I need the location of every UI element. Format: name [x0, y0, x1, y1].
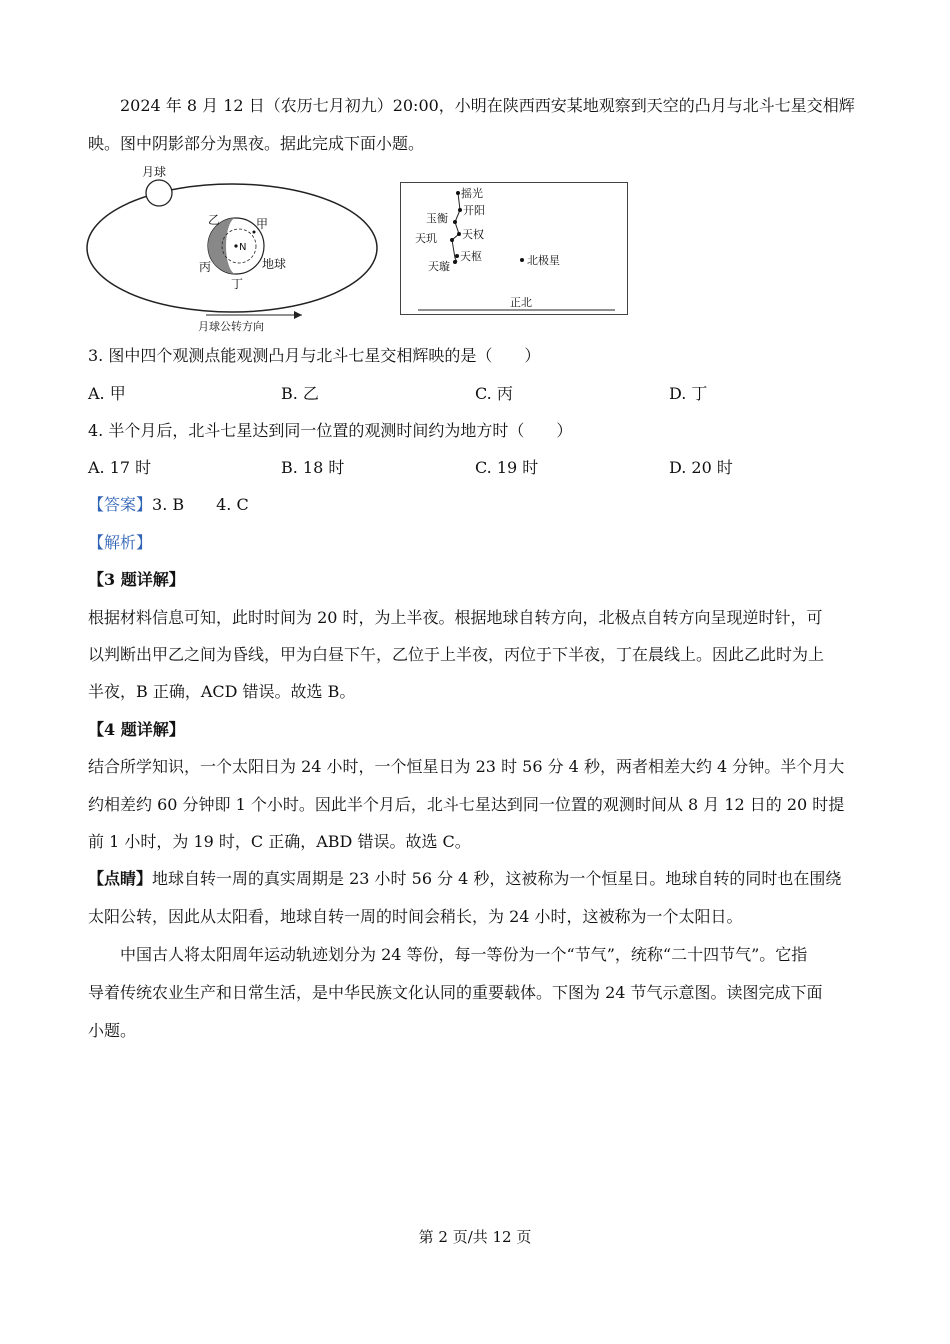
star-yaoguang [456, 191, 460, 195]
detail4-line-1: 结合所学知识，一个太阳日为 24 小时，一个恒星日为 23 时 56 分 4 秒，两者相差大约 4 分钟。半个月大 [88, 757, 845, 776]
q3-option-d: D. 丁 [669, 384, 708, 403]
analysis-tag: 【解析】 [88, 533, 153, 552]
north-pole-label: N [239, 242, 247, 253]
star-label-tianshu: 天枢 [460, 250, 482, 263]
point-ding-label: 丁 [231, 277, 244, 291]
q3-option-b: B. 乙 [281, 384, 319, 403]
detail3-line-3: 半夜，B 正确，ACD 错误。故选 B。 [88, 682, 356, 701]
q3-option-c: C. 丙 [475, 384, 513, 403]
star-label-yaoguang: 摇光 [461, 187, 483, 200]
answer-tag: 【答案】 [88, 495, 153, 514]
north-pole-dot [234, 244, 237, 247]
star-tianquan [457, 232, 461, 236]
star-label-tianxuan: 天璇 [428, 260, 450, 273]
detail4-line-2: 约相差约 60 分钟即 1 个小时。因此半个月后，北斗七星达到同一位置的观测时间从 8 月 12 日的 20 时提 [88, 795, 845, 814]
star-kaiyang [458, 208, 462, 212]
q4-option-b: B. 18 时 [281, 458, 345, 477]
earth-label: 地球 [262, 257, 287, 271]
point-jia-label: 甲 [256, 217, 269, 231]
tip-tag: 【点睛】 [88, 869, 153, 888]
star-label-yuheng: 玉衡 [426, 212, 448, 225]
tip-text-1: 地球自转一周的真实周期是 23 小时 56 分 4 秒，这被称为一个恒星日。地球自转的同时也在围绕 [152, 869, 842, 888]
q4-option-c: C. 19 时 [475, 458, 539, 477]
answer-text: 3. B 4. C [152, 495, 249, 514]
big-dipper-diagram [400, 182, 630, 317]
detail4-title: 【4 题详解】 [88, 720, 185, 739]
intro2-line-1: 中国古人将太阳周年运动轨迹划分为 24 等份，每一等份为一个“节气”，统称“二十四节气”。它指 [120, 945, 808, 964]
star-label-tianji: 天玑 [415, 232, 437, 245]
polaris-label: 北极星 [527, 254, 560, 267]
polaris-star [520, 258, 524, 262]
direction-label: 月球公转方向 [198, 320, 264, 333]
point-bing-label: 丙 [199, 260, 212, 274]
moon-circle [146, 180, 172, 206]
intro-line-2: 映。图中阴影部分为黑夜。据此完成下面小题。 [88, 134, 425, 153]
q4-option-d: D. 20 时 [669, 458, 733, 477]
q3-option-a: A. 甲 [88, 384, 126, 403]
direction-arrow-icon [294, 311, 302, 319]
intro2-line-3: 小题。 [88, 1021, 137, 1040]
tip-line-1 [88, 869, 841, 889]
page-footer: 第 2 页/共 12 页 [418, 1228, 532, 1246]
tip-line-2: 太阳公转，因此从太阳看，地球自转一周的时间会稍长，为 24 小时，这被称为一个太阳日。 [88, 907, 743, 926]
star-tianji [450, 238, 454, 242]
star-yuheng [453, 220, 457, 224]
star-tianshu [455, 254, 459, 258]
moon-label: 月球 [142, 165, 167, 179]
q3-stem: 3. 图中四个观测点能观测凸月与北斗七星交相辉映的是（ ） [88, 346, 541, 365]
q4-option-a: A. 17 时 [88, 458, 152, 477]
answer-line [88, 495, 249, 515]
q4-stem: 4. 半个月后，北斗七星达到同一位置的观测时间约为地方时（ ） [88, 421, 573, 440]
moon-orbit-diagram [84, 162, 384, 337]
intro-line-1: 2024 年 8 月 12 日（农历七月初九）20:00，小明在陕西西安某地观察到天空的凸月与北斗七星交相辉 [120, 96, 855, 115]
due-north-label: 正北 [510, 296, 532, 309]
star-tianxuan [453, 260, 457, 264]
detail3-line-1: 根据材料信息可知，此时时间为 20 时，为上半夜。根据地球自转方向，北极点自转方向呈现逆时针，可 [88, 608, 823, 627]
point-yi-label: 乙 [208, 213, 221, 227]
detail3-line-2: 以判断出甲乙之间为昏线，甲为白昼下午，乙位于上半夜，丙位于下半夜，丁在晨线上。因此乙此时为上 [88, 645, 825, 664]
star-label-kaiyang: 开阳 [463, 204, 485, 217]
detail3-title: 【3 题详解】 [88, 570, 185, 589]
star-label-tianquan: 天权 [462, 228, 484, 241]
intro2-line-2: 导着传统农业生产和日常生活，是中华民族文化认同的重要载体。下图为 24 节气示意图。读图完成下面 [88, 983, 823, 1002]
detail4-line-3: 前 1 小时，为 19 时，C 正确，ABD 错误。故选 C。 [88, 832, 471, 851]
